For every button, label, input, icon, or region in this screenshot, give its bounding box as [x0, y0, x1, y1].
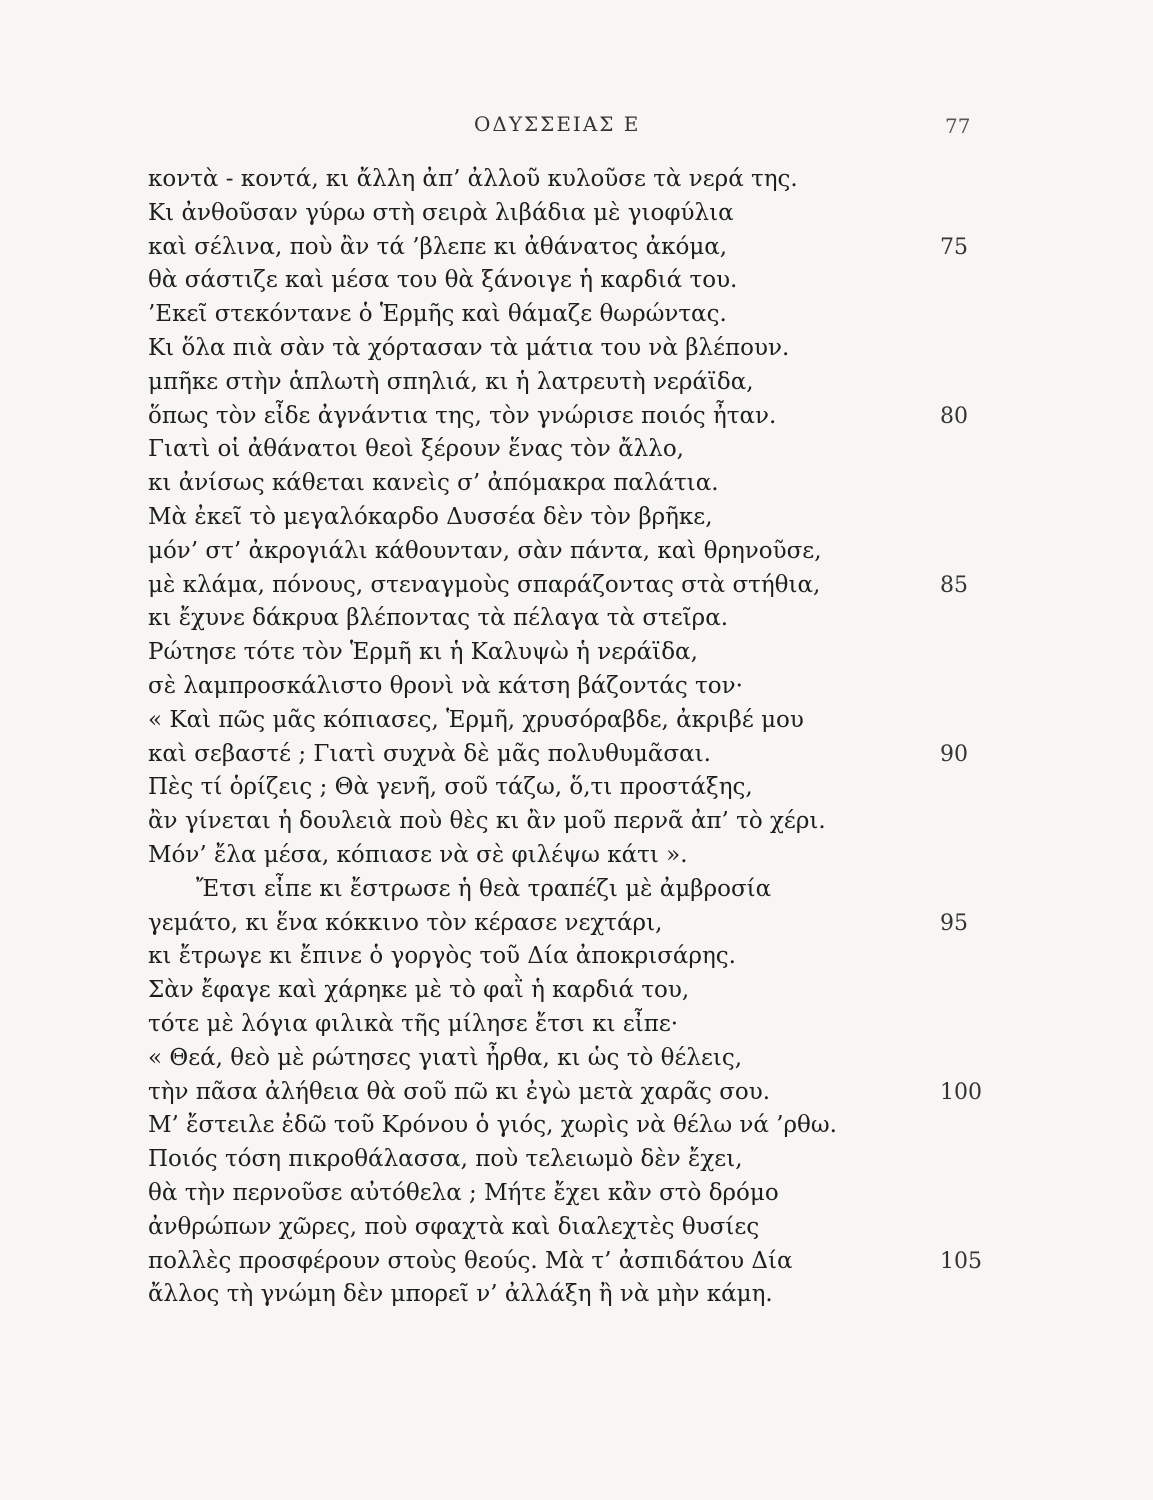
verse-text: Ρώτησε τότε τὸν Ἑρμῆ κι ἡ Καλυψὼ ἡ νεράϊδα,	[148, 639, 698, 666]
verse-line	[148, 332, 988, 366]
verse-text: σὲ λαμπροσκάλιστο θρονὶ νὰ κάτση βάζοντάς τον·	[148, 672, 743, 699]
verse-text: γεμάτο, κι ἕνα κόκκινο τὸν κέρασε νεχτάρι,	[148, 909, 663, 936]
verse-text: ἀνθρώπων χῶρες, ποὺ σφαχτὰ καὶ διαλεχτὲς θυσίες	[148, 1213, 760, 1240]
verse-text: μὲ κλάμα, πόνους, στεναγμοὺς σπαράζοντας στὰ στήθια,	[148, 571, 821, 598]
verse-line	[148, 163, 988, 197]
verse-line	[148, 501, 988, 535]
line-number: 85	[940, 572, 968, 598]
verse-line	[148, 771, 988, 805]
verse-text: Ἔτσι εἶπε κι ἔστρωσε ἡ θεὰ τραπέζι μὲ ἀμβροσία	[196, 875, 772, 902]
verse-text: ’Εκεῖ στεκόντανε ὁ Ἑρμῆς καὶ θάμαζε θωρώντας.	[148, 301, 727, 328]
verse-line	[148, 1109, 988, 1143]
verse-text: μπῆκε στὴν ἁπλωτὴ σπηλιά, κι ἡ λατρευτὴ νεράϊδα,	[148, 368, 754, 395]
verse-text: « Θεά, θεὸ μὲ ρώτησες γιατὶ ἦρθα, κι ὡς τὸ θέλεις,	[148, 1044, 743, 1071]
verse-line	[148, 873, 988, 907]
verse-line	[148, 197, 988, 231]
verse-line	[148, 805, 988, 839]
line-number: 100	[940, 1079, 982, 1105]
verse-text: Ποιός τόση πικροθάλασσα, ποὺ τελειωμὸ δὲν ἔχει,	[148, 1146, 743, 1173]
verse-text: θὰ τὴν περνοῦσε αὐτόθελα ; Μήτε ἔχει κἂν στὸ δρόμο	[148, 1179, 779, 1206]
line-number: 75	[940, 234, 968, 260]
verse-text: Σὰν ἔφαγε καὶ χάρηκε μὲ τὸ φαῒ ἡ καρδιά του,	[148, 977, 690, 1004]
verse-text: ἂν γίνεται ἡ δουλειὰ ποὺ θὲς κι ἂν μοῦ περνᾶ ἀπ’ τὸ χέρι.	[148, 808, 826, 835]
verse-text: τότε μὲ λόγια φιλικὰ τῆς μίλησε ἔτσι κι εἶπε·	[148, 1010, 679, 1037]
verse-line	[148, 298, 988, 332]
verse-text: Μ’ ἔστειλε ἐδῶ τοῦ Κρόνου ὁ γιός, χωρὶς νὰ θέλω νά ’ρθω.	[148, 1112, 837, 1139]
verse-text: « Καὶ πῶς μᾶς κόπιασες, Ἑρμῆ, χρυσόραβδε, ἀκριβέ μου	[148, 706, 804, 733]
verse-block	[148, 163, 988, 1312]
verse-line	[148, 839, 988, 873]
verse-line	[148, 1076, 988, 1110]
line-number: 105	[940, 1248, 982, 1274]
verse-line	[148, 738, 988, 772]
verse-line	[148, 535, 988, 569]
line-number: 80	[940, 403, 968, 429]
verse-text: καὶ σέλινα, ποὺ ἂν τά ’βλεπε κι ἀθάνατος ἀκόμα,	[148, 233, 728, 260]
verse-line	[148, 264, 988, 298]
page-number: 77	[945, 114, 971, 138]
verse-line	[148, 940, 988, 974]
verse-line	[148, 1245, 988, 1279]
verse-line	[148, 231, 988, 265]
verse-text: θὰ σάστιζε καὶ μέσα του θὰ ξάνοιγε ἡ καρδιά του.	[148, 267, 738, 294]
verse-line	[148, 704, 988, 738]
verse-text: κοντὰ - κοντά, κι ἄλλη ἀπ’ ἀλλοῦ κυλοῦσε τὰ νερά της.	[148, 166, 798, 192]
header-title: ΟΔΥΣΣΕΙΑΣ Ε	[474, 112, 641, 136]
verse-text: Μόν’ ἔλα μέσα, κόπιασε νὰ σὲ φιλέψω κάτι ».	[148, 841, 688, 868]
verse-text: τὴν πᾶσα ἀλήθεια θὰ σοῦ πῶ κι ἐγὼ μετὰ χαρᾶς σου.	[148, 1078, 771, 1105]
verse-text: ἄλλος τὴ γνώμη δὲν μπορεῖ ν’ ἀλλάξη ἢ νὰ μὴν κάμη.	[148, 1281, 773, 1308]
verse-text: Κι ὅλα πιὰ σὰν τὰ χόρτασαν τὰ μάτια του νὰ βλέπουν.	[148, 334, 790, 361]
verse-text: Κι ἀνθοῦσαν γύρω στὴ σειρὰ λιβάδια μὲ γιοφύλια	[148, 199, 734, 226]
verse-line	[148, 1211, 988, 1245]
verse-text: κι ἔχυνε δάκρυα βλέποντας τὰ πέλαγα τὰ στεῖρα.	[148, 605, 729, 632]
verse-line	[148, 1008, 988, 1042]
verse-line	[148, 433, 988, 467]
verse-text: πολλὲς προσφέρουν στοὺς θεούς. Μὰ τ’ ἀσπιδάτου Δία	[148, 1247, 793, 1274]
verse-text: Μὰ ἐκεῖ τὸ μεγαλόκαρδο Δυσσέα δὲν τὸν βρῆκε,	[148, 503, 713, 530]
verse-line	[148, 974, 988, 1008]
verse-line	[148, 1278, 988, 1312]
verse-line	[148, 467, 988, 501]
verse-line	[148, 366, 988, 400]
verse-line	[148, 1143, 988, 1177]
verse-text: ὅπως τὸν εἶδε ἀγνάντια της, τὸν γνώρισε ποιός ἦταν.	[148, 402, 777, 429]
verse-line	[148, 1042, 988, 1076]
line-number: 95	[940, 910, 968, 936]
verse-line	[148, 602, 988, 636]
verse-text: Γιατὶ οἱ ἀθάνατοι θεοὶ ξέρουν ἕνας τὸν ἄλλο,	[148, 436, 684, 463]
verse-text: Πὲς τί ὁρίζεις ; Θὰ γενῆ, σοῦ τάζω, ὅ,τι προστάξης,	[148, 774, 753, 801]
verse-line	[148, 907, 988, 941]
verse-text: κι ἀνίσως κάθεται κανεὶς σ’ ἀπόμακρα παλάτια.	[148, 470, 719, 497]
verse-line	[148, 1177, 988, 1211]
verse-line	[148, 569, 988, 603]
verse-line	[148, 636, 988, 670]
verse-text: καὶ σεβαστέ ; Γιατὶ συχνὰ δὲ μᾶς πολυθυμᾶσαι.	[148, 740, 711, 767]
verse-text: μόν’ στ’ ἀκρογιάλι κάθουνταν, σὰν πάντα, καὶ θρηνοῦσε,	[148, 537, 822, 564]
verse-line	[148, 670, 988, 704]
line-number: 90	[940, 741, 968, 767]
verse-line	[148, 400, 988, 434]
running-header	[0, 112, 1153, 142]
verse-text: κι ἔτρωγε κι ἔπινε ὁ γοργὸς τοῦ Δία ἀποκρισάρης.	[148, 943, 736, 970]
